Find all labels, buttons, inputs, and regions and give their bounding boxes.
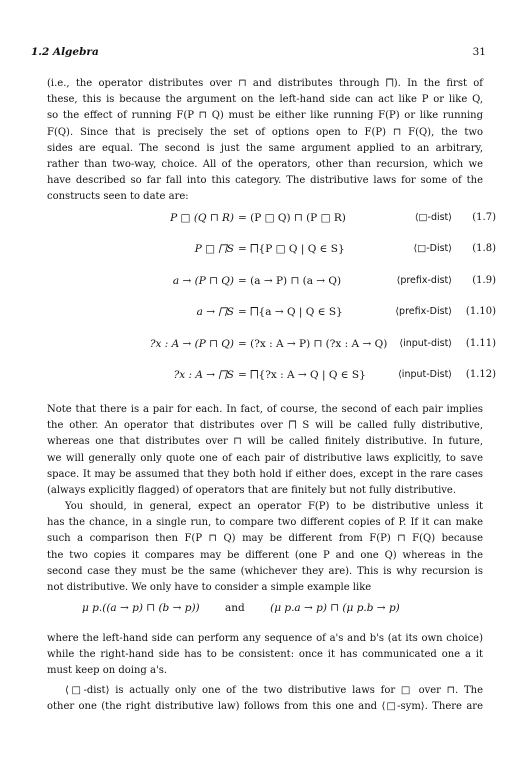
text-line: not distributive. We only have to consider a simple example like xyxy=(47,582,372,594)
paragraph-intro xyxy=(47,76,483,206)
text-line: such a comparison then F(P ⊓ Q) may be different from F(P) ⊓ F(Q) because xyxy=(47,533,483,545)
equation-lhs: a → (P ⊓ Q) xyxy=(172,275,234,287)
paragraph-recursion xyxy=(47,499,483,596)
equation-1-10 xyxy=(40,306,496,322)
equation-lhs: ?x : A → ⨅S xyxy=(173,369,234,381)
example-left: μ p.((a → p) ⊓ (b → p)) xyxy=(82,602,200,614)
equation-1-9 xyxy=(40,275,496,291)
equation-rhs: = ⨅{P □ Q | Q ∈ S} xyxy=(238,243,345,255)
text-line: You should, in general, expect an operator F(P) to be distributive unless it xyxy=(65,501,483,512)
equation-number: (1.9) xyxy=(472,275,496,286)
text-line: we will generally only quote one of each pair of distributive laws explicitly, to save xyxy=(47,452,483,464)
text-line: ⟨□-dist⟩ is actually only one of the two distributive laws for □ over ⊓. The xyxy=(65,685,483,696)
equation-lhs: a → ⨅S xyxy=(196,306,234,318)
example-and: and xyxy=(225,602,245,614)
text-line: constructs seen to date are: xyxy=(47,191,189,203)
text-line: whereas one that distributes over ⊓ will be called finitely distributive. In future, xyxy=(47,436,483,448)
equation-lhs: P □ (Q ⊓ R) xyxy=(170,212,234,224)
equation-number: (1.8) xyxy=(472,243,496,254)
text-line: so the effect of running F(P ⊓ Q) must be either like running F(P) or like running xyxy=(47,110,483,122)
equation-number: (1.7) xyxy=(472,212,496,223)
law-name: ⟨input-dist⟩ xyxy=(399,338,452,349)
text-line: the other. An operator that distributes over ⨅ S will be called fully distributive, xyxy=(47,420,483,432)
law-name: ⟨input-Dist⟩ xyxy=(398,369,452,380)
equation-lhs: P □ ⨅S xyxy=(194,243,234,255)
text-line: these, this is because the argument on the left-hand side can act like P or like Q, xyxy=(47,94,483,106)
equation-1-8 xyxy=(40,243,496,259)
equation-rhs: = (P □ Q) ⊓ (P □ R) xyxy=(238,212,346,224)
text-line: (always explicitly flagged) of operators that are finitely but not fully distributive. xyxy=(47,485,457,497)
text-line: rather than two-way, choice. All of the operators, other than recursion, which we xyxy=(47,159,483,171)
text-line: while the right-hand side has to be consistent: once it has communicated one a it xyxy=(47,649,483,661)
equation-1-11 xyxy=(40,338,496,354)
running-header xyxy=(31,46,486,62)
section-title: 1.2 Algebra xyxy=(31,46,99,58)
text-line: second case they must be the same (whichever they are). This is why recursion is xyxy=(47,565,483,577)
law-name: ⟨□-dist⟩ xyxy=(414,212,452,223)
equation-lhs: ?x : A → (P ⊓ Q) xyxy=(149,338,234,350)
paragraph-example xyxy=(47,631,483,680)
text-line: the two copies it compares may be different (one P and one Q) whereas in the xyxy=(47,549,483,561)
example-right: (μ p.a → p) ⊓ (μ p.b → p) xyxy=(270,602,400,614)
text-line: have described so far fall into this category. The distributive laws for some of the xyxy=(47,175,483,187)
equation-rhs: = ⨅{?x : A → Q | Q ∈ S} xyxy=(238,369,366,381)
paragraph-distributive xyxy=(47,402,483,499)
text-line: has the chance, in a single run, to compare two different copies of P. If it can make xyxy=(47,517,483,529)
example-expression xyxy=(82,602,400,614)
law-name: ⟨prefix-Dist⟩ xyxy=(395,306,452,317)
equation-number: (1.11) xyxy=(465,338,496,349)
equation-rhs: = (?x : A → P) ⊓ (?x : A → Q) xyxy=(238,338,388,350)
law-name: ⟨prefix-dist⟩ xyxy=(396,275,452,286)
equation-1-7 xyxy=(40,212,496,228)
equation-number: (1.12) xyxy=(465,369,496,380)
paragraph-right-dist xyxy=(47,683,483,715)
page-number: 31 xyxy=(472,46,486,58)
text-line: sides are equal. The second is just the same argument applied to an arbitrary, xyxy=(47,142,483,154)
equation-rhs: = ⨅{a → Q | Q ∈ S} xyxy=(238,306,343,318)
equation-rhs: = (a → P) ⊓ (a → Q) xyxy=(238,275,342,287)
law-name: ⟨□-Dist⟩ xyxy=(413,243,452,254)
text-line: space. It may be assumed that they both hold if either does, except in the rare cases xyxy=(47,468,483,480)
text-line: other one (the right distributive law) follows from this one and ⟨□-sym⟩. There are xyxy=(47,701,483,713)
text-line: F(Q). Since that is precisely the set of options open to F(P) ⊓ F(Q), the two xyxy=(47,126,483,138)
equation-1-12 xyxy=(40,369,496,385)
text-line: (i.e., the operator distributes over ⊓ and distributes through ⨅). In the first of xyxy=(47,78,483,89)
text-line: must keep on doing a's. xyxy=(47,665,168,677)
equation-number: (1.10) xyxy=(465,306,496,317)
text-line: where the left-hand side can perform any sequence of a's and b's (at its own choice) xyxy=(47,633,483,644)
text-line: Note that there is a pair for each. In fact, of course, the second of each pair implies xyxy=(47,404,483,415)
